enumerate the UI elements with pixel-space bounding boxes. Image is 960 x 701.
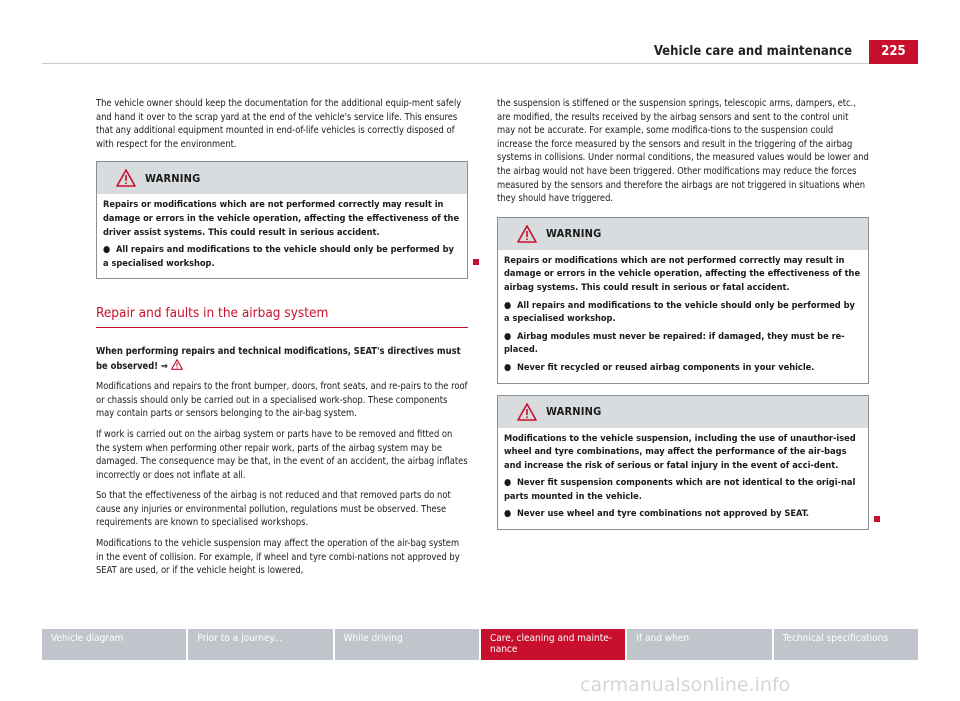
section-rule	[96, 327, 468, 328]
warning-triangle-icon	[116, 169, 136, 187]
warning-bullet: ● Never fit suspension components which are not identical to the origi-nal parts mounted in the vehicle.	[504, 477, 856, 502]
warning-box-1	[96, 161, 468, 279]
warning-label: WARNING	[145, 171, 201, 185]
right-column	[497, 97, 869, 537]
section-end-marker	[473, 259, 479, 265]
warning-header	[97, 162, 467, 194]
body-paragraph: So that the effectiveness of the airbag is not reduced and that removed parts do not cause any injuries or environmental pollution, regulations must be observed. These requirements are known to specialised workshops.	[96, 490, 451, 529]
body-paragraph: Modifications and repairs to the front bumper, doors, front seats, and re-pairs to the roof or chassis should only be carried out in a specialised work-shop. These components may contain parts or sensors belonging to the air-bag system.	[96, 381, 468, 420]
warning-body	[97, 194, 467, 278]
warning-label: WARNING	[546, 226, 602, 240]
warning-bullet: ● Never use wheel and tyre combinations not approved by SEAT.	[504, 508, 810, 520]
tab-while-driving[interactable]: While driving	[335, 629, 479, 660]
lead-paragraph: When performing repairs and technical modifications, SEAT's directives must be observed! ⇒	[96, 345, 461, 372]
intro-paragraph: The vehicle owner should keep the documentation for the additional equip-ment safely and hand it over to the scrap yard at the end of the vehicle's service life. This ensures that any additional equipment mounted in end-of-life vehicles is correctly disposed of with respect for the environment.	[96, 98, 462, 150]
warning-triangle-icon	[517, 225, 537, 243]
left-column	[96, 97, 468, 585]
warning-body	[498, 428, 868, 530]
warning-text: Modifications to the vehicle suspension, including the use of unauthor-ised wheel and tyre combinations, may affect the performance of the air-bags and increase the risk of serious or fatal injury in the event of acci-dent.	[504, 432, 856, 471]
warning-bullet: ● All repairs and modifications to the vehicle should only be performed by a specialised workshop.	[103, 244, 454, 269]
warning-box-3	[497, 395, 869, 531]
warning-bullet: ● Never fit recycled or reused airbag components in your vehicle.	[504, 361, 815, 373]
tab-prior-to-journey[interactable]: Prior to a journey...	[188, 629, 332, 660]
warning-header	[498, 396, 868, 428]
tab-care-cleaning-maintenance[interactable]: Care, cleaning and mainte-nance	[481, 629, 625, 660]
warning-box-2	[497, 217, 869, 384]
warning-body	[498, 250, 868, 383]
warning-triangle-icon	[517, 403, 537, 421]
warning-text: Repairs or modifications which are not performed correctly may result in damage or errors in the vehicle operation, affecting the effectiveness of the driver assist systems. This could result in serious accident.	[103, 199, 460, 238]
warning-label: WARNING	[546, 404, 602, 418]
footer-nav	[42, 629, 918, 660]
tab-technical-specifications[interactable]: Technical specifications	[774, 629, 918, 660]
tab-vehicle-diagram[interactable]: Vehicle diagram	[42, 629, 186, 660]
header-title: Vehicle care and maintenance	[653, 44, 852, 59]
page-number: 225	[869, 40, 918, 64]
body-paragraph: If work is carried out on the airbag system or parts have to be removed and fitted on the system when performing other repair work, parts of the airbag system may be damaged. The consequence may be that, in the event of an accident, the airbag inflates incorrectly or does not inflate at all.	[96, 428, 468, 481]
continuation-paragraph: the suspension is stiffened or the suspension springs, telescopic arms, dampers, etc., are modified, the results received by the airbag sensors and sent to the control unit may not be accurate. For example, some modifica-tions to the suspension could increase the force measured by the sensors and result in the triggering of the airbag systems in collisions. Under normal conditions, the measured values would be lower and the airbag would not have been triggered. Other modifications may reduce the forces measured by the sensors and therefore the airbags are not triggered in situations when they should have triggered.	[497, 98, 869, 205]
body-paragraph: Modifications to the vehicle suspension may affect the operation of the air-bag system in the event of collision. For example, if wheel and tyre combi-nations not approved by SEAT are used, or if the vehicle height is lowered,	[96, 538, 460, 577]
tab-if-and-when[interactable]: If and when	[627, 629, 771, 660]
section-end-marker	[874, 516, 880, 522]
warning-bullet: ● Airbag modules must never be repaired: if damaged, they must be re-placed.	[504, 330, 845, 356]
warning-triangle-icon[interactable]	[171, 359, 183, 370]
watermark: carmanualsonline.info	[580, 674, 791, 696]
header-rule	[42, 63, 870, 64]
section-title: Repair and faults in the airbag system	[96, 305, 329, 322]
warning-text: Repairs or modifications which are not performed correctly may result in damage or errors in the vehicle operation, affecting the effectiveness of the airbag systems. This could result in serious or fatal accident.	[504, 254, 861, 293]
warning-header	[498, 218, 868, 250]
warning-bullet: ● All repairs and modifications to the vehicle should only be performed by a specialised workshop.	[504, 299, 855, 325]
